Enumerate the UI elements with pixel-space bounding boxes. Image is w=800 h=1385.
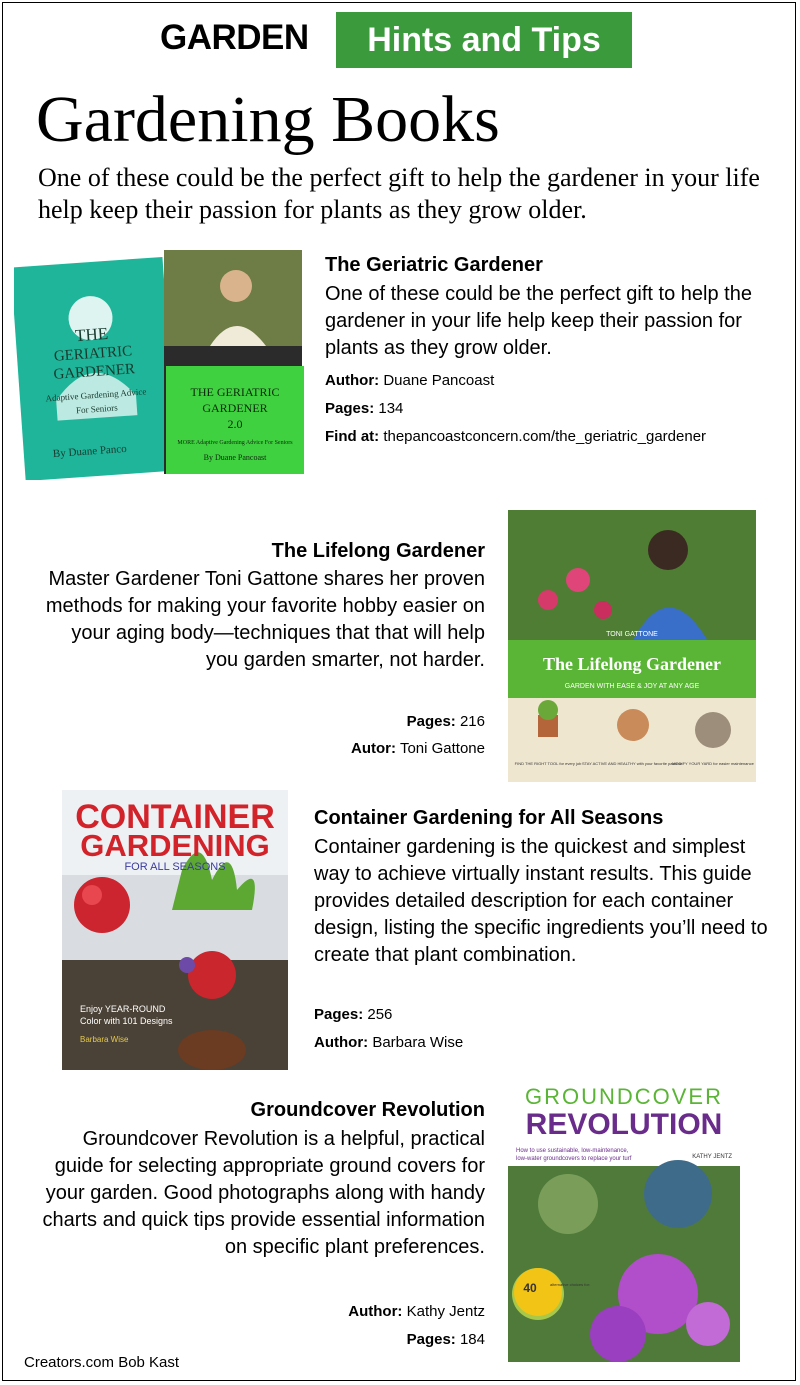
cover-geriatric-gardener [14, 248, 314, 480]
cover-badge-text: alternative choices for: [550, 1282, 591, 1287]
cover-line2: GARDENING [80, 828, 270, 863]
book-pages: Pages: 184 [406, 1331, 485, 1348]
book-description: Container gardening is the quickest and simplest way to achieve virtually instant results. This guide provides detailed description for each container design, listing the specific ingredients you’ll need to create that plant combination. [314, 836, 768, 966]
book-title: The Geriatric Gardener [325, 254, 543, 276]
cover-b-sub: MORE Adaptive Gardening Advice For Seniors [177, 440, 293, 446]
cover-a-line3: GARDENER [52, 361, 136, 383]
cover-tag1: Enjoy YEAR-ROUND [80, 1004, 166, 1014]
cover-author: KATHY JENTZ [692, 1154, 732, 1160]
cover-a-line1: THE [74, 323, 109, 346]
cover-b-line3: 2.0 [227, 417, 243, 431]
cover-subtitle: GARDEN WITH EASE & JOY AT ANY AGE [564, 683, 700, 690]
book-author: Author: Barbara Wise [314, 1034, 464, 1051]
garden-label: GARDEN [160, 18, 309, 57]
book-pages: Pages: 216 [406, 713, 485, 730]
book-description: Master Gardener Toni Gattone shares her proven methods for making your favorite hobby easier on your aging body—techniques that that will help you garden smarter, not harder. [45, 568, 485, 671]
cover-cap3: MODIFY YOUR YARD for easier maintenance [672, 761, 754, 766]
book-pages: Pages: 256 [314, 1006, 393, 1023]
cover-line2: REVOLUTION [525, 1108, 723, 1141]
cover-b-line2: GARDENER [202, 401, 268, 415]
book-author: Autor: Toni Gattone [351, 740, 485, 757]
credit-line: Creators.com Bob Kast [24, 1354, 180, 1371]
cover-tag2: Color with 101 Designs [80, 1016, 173, 1026]
cover-a-line2: GERIATRIC [53, 343, 133, 365]
page-title: Gardening Books [36, 83, 500, 156]
book-title: The Lifelong Gardener [271, 540, 485, 562]
hints-and-tips-banner: Hints and Tips [336, 12, 632, 68]
cover-cap2: STAY ACTIVE AND HEALTHY with your favorite pastime [581, 761, 683, 766]
cover-sub2: low-water groundcovers to replace your turf [516, 1156, 632, 1162]
book-description: Groundcover Revolution is a helpful, practical guide for selecting appropriate ground covers for your garden. Good photographs along with handy charts and quick tips provide essential information on specific plant preferences. [42, 1128, 485, 1258]
intro-text: One of these could be the perfect gift to help the gardener in your life help keep their passion for plants as they grow older. [38, 163, 760, 224]
cover-line3: FOR ALL SEASONS [124, 861, 226, 873]
book-title: Container Gardening for All Seasons [314, 807, 664, 829]
book-author: Author: Kathy Jentz [348, 1303, 485, 1320]
book-title: Groundcover Revolution [250, 1099, 485, 1121]
cover-a-sub2: For Seniors [75, 402, 119, 416]
cover-groundcover-revolution [508, 1074, 740, 1362]
cover-sub1: How to use sustainable, low-maintenance, [516, 1148, 629, 1154]
book-author: Author: Duane Pancoast [325, 372, 495, 389]
cover-container-gardening [62, 790, 288, 1070]
cover-b-author: By Duane Pancoast [203, 453, 267, 462]
cover-b-line1: THE GERIATRIC [190, 385, 280, 399]
cover-author: TONI GATTONE [606, 631, 658, 638]
cover-author: Barbara Wise [80, 1035, 129, 1044]
cover-line1: GROUNDCOVER [524, 1084, 724, 1109]
cover-a-sub1: Adaptive Gardening Advice [45, 386, 147, 404]
cover-a-author: By Duane Panco [52, 442, 128, 461]
cover-title: The Lifelong Gardener [543, 654, 721, 674]
cover-cap1: FIND THE RIGHT TOOL for every job [514, 761, 582, 766]
cover-line1: CONTAINER [75, 798, 275, 836]
book-description: One of these could be the perfect gift to help the gardener in your life help keep their passion for plants as they grow older. [325, 283, 752, 359]
cover-badge-num: 40 [523, 1281, 537, 1295]
book-find-at: Find at: thepancoastconcern.com/the_geriatric_gardener [325, 428, 707, 445]
cover-lifelong-gardener [508, 510, 756, 782]
book-pages: Pages: 134 [325, 400, 404, 417]
